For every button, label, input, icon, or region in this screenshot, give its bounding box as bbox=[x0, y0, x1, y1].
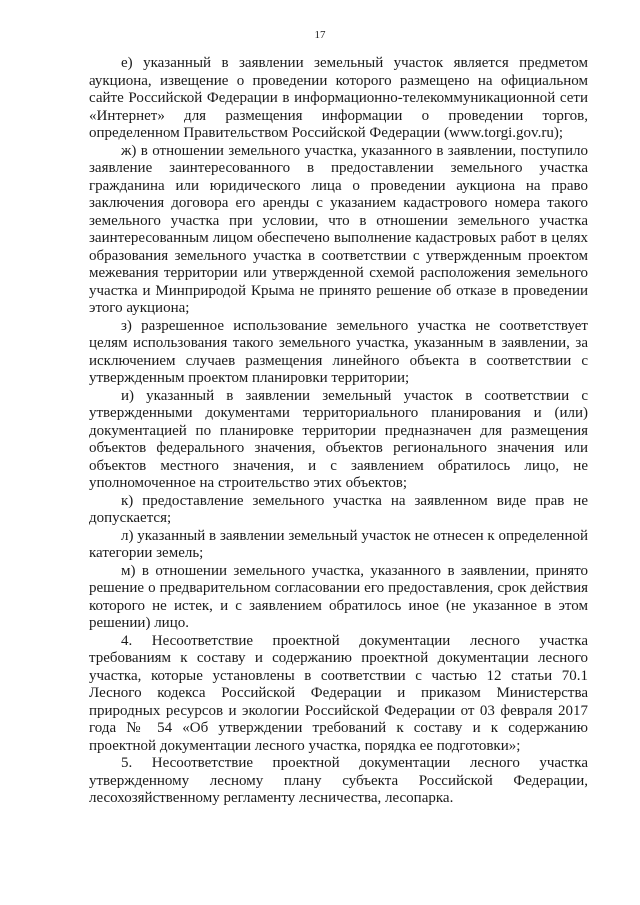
page-number: 17 bbox=[314, 29, 326, 41]
paragraph-item-e: е) указанный в заявлении земельный участок является предметом аукциона, извещение о проведении которого размещено на официальном сайте Российской Федерации в информационно-телекоммуникационной сети «Интернет» для размещения информации о проведении торгов, определенном Правительством Российской Федерации (www.torgi.gov.ru); bbox=[89, 55, 588, 141]
paragraph-point-5: 5. Несоответствие проектной документации лесного участка утвержденному лесному плану субъекта Российской Федерации, лесохозяйственному регламенту лесничества, лесопарка. bbox=[89, 755, 588, 806]
paragraph-item-k: к) предоставление земельного участка на заявленном виде прав не допускается; bbox=[89, 492, 588, 526]
document-body bbox=[89, 55, 588, 808]
paragraph-item-i: и) указанный в заявлении земельный участок в соответствии с утвержденными документами территориального планирования и (или) документацией по планировке территории предназначен для размещения объектов федерального значения, объектов регионального значения или объектов местного значения, и с заявлением обратилось лицо, не уполномоченное на строительство этих объектов; bbox=[89, 387, 588, 491]
paragraph-point-4: 4. Несоответствие проектной документации лесного участка требованиям к составу и содержанию проектной документации лесного участка, которые установлены в соответствии с частью 12 статьи 70.1 Лесного кодекса Российской Федерации и приказом Министерства природных ресурсов и экологии Российской Федерации от 03 февраля 2017 года № 54 «Об утверждении требований к составу и к содержанию проектной документации лесного участка, порядка ее подготовки»; bbox=[89, 632, 588, 754]
paragraph-item-zh: ж) в отношении земельного участка, указанного в заявлении, поступило заявление заинтересованного в предоставлении земельного участка гражданина или юридического лица о проведении аукциона на право заключения договора его аренды с указанием кадастрового номера такого земельного участка при условии, что в отношении земельного участка заинтересованным лицом обеспечено выполнение кадастровых работ в целях образования земельного участка в соответствии с утвержденным проектом межевания территории или утвержденной схемой расположения земельного участка и Минприродой Крыма не принято решение об отказе в проведении этого аукциона; bbox=[89, 142, 588, 316]
paragraph-item-m: м) в отношении земельного участка, указанного в заявлении, принято решение о предварительном согласовании его предоставления, срок действия которого не истек, и с заявлением обратилось иное (не указанное в этом решении) лицо. bbox=[89, 562, 588, 631]
paragraph-item-l: л) указанный в заявлении земельный участок не отнесен к определенной категории земель; bbox=[89, 527, 588, 561]
paragraph-item-z: з) разрешенное использование земельного участка не соответствует целям использования такого земельного участка, указанным в заявлении, за исключением случаев размещения линейного объекта в соответствии с утвержденным проектом планировки территории; bbox=[89, 317, 588, 386]
